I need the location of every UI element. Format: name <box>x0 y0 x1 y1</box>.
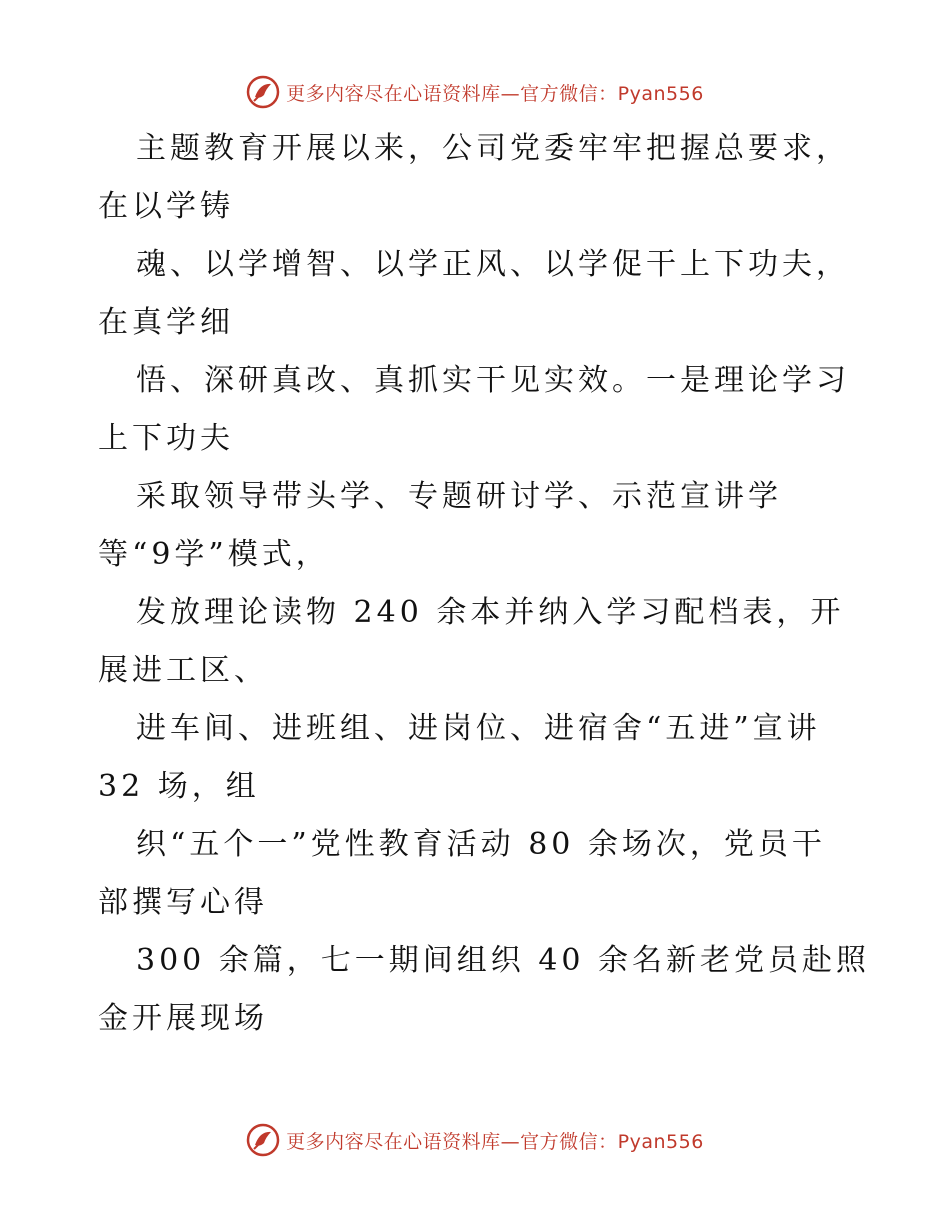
footer-banner-text: 更多内容尽在心语资料库—官方微信：Pyan556 <box>286 1130 704 1153</box>
text-line: 魂、以学增智、以学正风、以学促干上下功夫， <box>136 247 850 282</box>
text-line: 进车间、进班组、进岗位、进宿舍“五进”宣讲 <box>136 711 821 746</box>
text-line: 发放理论读物 240 余本并纳入学习配档表，开 <box>136 595 845 630</box>
text-line: 在真学细 <box>98 305 234 340</box>
pen-heart-logo-icon <box>246 1123 280 1157</box>
text-line: 金开展现场 <box>98 1001 268 1036</box>
text-line: 织“五个一”党性教育活动 80 余场次，党员干 <box>136 827 826 862</box>
text-line: 300 余篇，七一期间组织 40 余名新老党员赴照 <box>136 943 871 978</box>
footer-banner <box>0 1120 950 1160</box>
document-body <box>98 120 871 1048</box>
header-banner-text: 更多内容尽在心语资料库—官方微信：Pyan556 <box>286 82 704 105</box>
text-line: 展进工区、 <box>98 653 268 688</box>
text-line: 等“9学”模式， <box>98 537 330 572</box>
text-line: 主题教育开展以来，公司党委牢牢把握总要求， <box>136 131 850 166</box>
pen-heart-logo-icon <box>246 75 280 109</box>
header-banner <box>0 72 950 112</box>
text-line: 上下功夫 <box>98 421 234 456</box>
text-line: 32 场，组 <box>98 769 260 804</box>
text-line: 在以学铸 <box>98 189 234 224</box>
text-line: 悟、深研真改、真抓实干见实效。一是理论学习 <box>136 363 850 398</box>
text-line: 部撰写心得 <box>98 885 268 920</box>
text-line: 采取领导带头学、专题研讨学、示范宣讲学 <box>136 479 782 514</box>
